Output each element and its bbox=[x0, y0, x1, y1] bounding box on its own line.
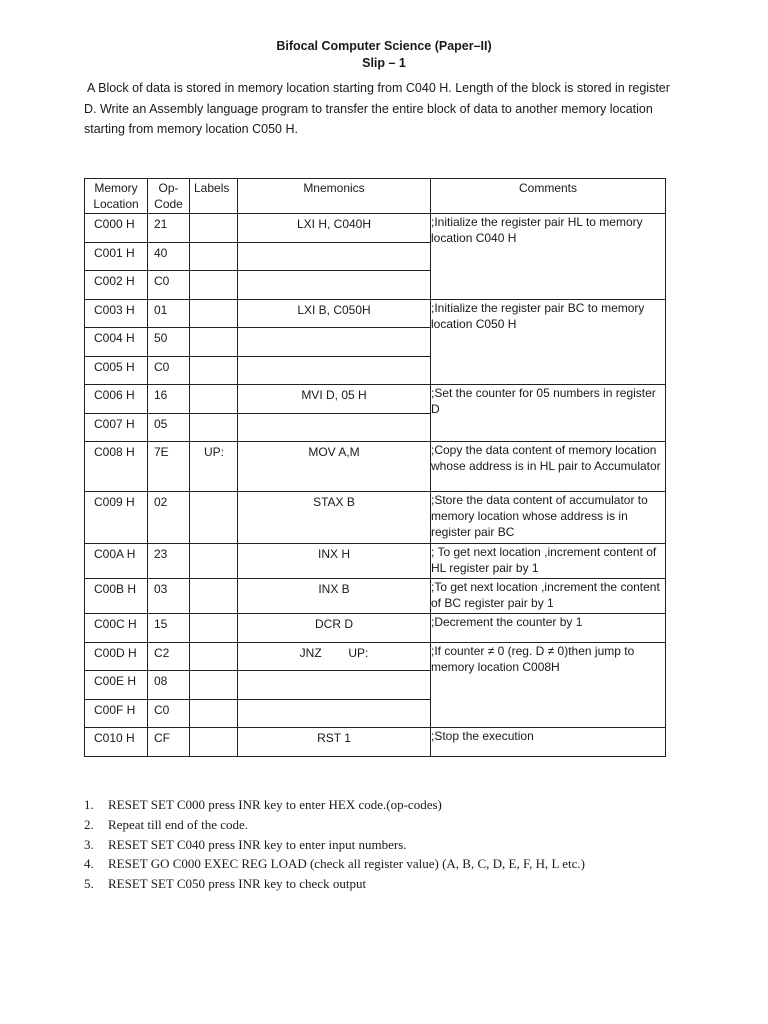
op-code-cell: 16 bbox=[148, 385, 190, 414]
list-item bbox=[84, 815, 724, 835]
comment-cell: ; To get next location ,increment content of HL register pair by 1 bbox=[431, 544, 666, 579]
comment-cell: ;Stop the execution bbox=[431, 728, 666, 757]
mnemonic-cell: LXI H, C040H bbox=[238, 214, 431, 243]
problem-line: starting from memory location C050 H. bbox=[84, 122, 298, 136]
table-row bbox=[85, 214, 666, 243]
step-number: 4. bbox=[84, 856, 94, 872]
table-row bbox=[85, 728, 666, 757]
mnemonic-cell: LXI B, C050H bbox=[238, 299, 431, 328]
label-cell bbox=[190, 671, 238, 700]
label-cell bbox=[190, 242, 238, 271]
problem-line: D. Write an Assembly language program to transfer the entire block of data to another memory location bbox=[84, 101, 653, 116]
step-text: Repeat till end of the code. bbox=[108, 816, 249, 832]
memory-location-cell: C004 H bbox=[85, 328, 148, 357]
label-cell bbox=[190, 642, 238, 671]
comment-cell: ;Store the data content of accumulator to memory location whose address is in register pair BC bbox=[431, 492, 666, 544]
label-cell bbox=[190, 356, 238, 385]
table-row bbox=[85, 544, 666, 579]
label-cell bbox=[190, 728, 238, 757]
step-text: RESET GO C000 EXEC REG LOAD (check all register value) (A, B, C, D, E, F, H, L etc.) bbox=[108, 856, 585, 872]
table-row bbox=[85, 442, 666, 492]
comment-cell: ;To get next location ,increment the content of BC register pair by 1 bbox=[431, 579, 666, 614]
list-item bbox=[84, 854, 724, 874]
problem-statement bbox=[84, 78, 696, 140]
label-cell bbox=[190, 579, 238, 614]
table-row bbox=[85, 579, 666, 614]
mnemonic-cell bbox=[238, 671, 431, 700]
memory-location-cell: C009 H bbox=[85, 492, 148, 544]
op-code-cell: 15 bbox=[148, 614, 190, 643]
label-cell bbox=[190, 385, 238, 414]
procedure-steps-list bbox=[84, 795, 724, 894]
comment-cell: ;Initialize the register pair HL to memory location C040 H bbox=[431, 214, 666, 300]
mnemonic-cell: MVI D, 05 H bbox=[238, 385, 431, 414]
memory-location-cell: C00B H bbox=[85, 579, 148, 614]
op-code-cell: 08 bbox=[148, 671, 190, 700]
mnemonic-cell: JNZ UP: bbox=[238, 642, 431, 671]
mnemonic-cell bbox=[238, 328, 431, 357]
comment-cell: ;Set the counter for 05 numbers in register D bbox=[431, 385, 666, 442]
mnemonic-cell bbox=[238, 699, 431, 728]
column-header-labels: Labels bbox=[190, 179, 238, 214]
memory-location-cell: C00A H bbox=[85, 544, 148, 579]
op-code-cell: C0 bbox=[148, 271, 190, 300]
comment-cell: ;Initialize the register pair BC to memory location C050 H bbox=[431, 299, 666, 385]
mnemonic-cell: INX H bbox=[238, 544, 431, 579]
column-header-op-code: Op-Code bbox=[148, 179, 190, 214]
step-number: 3. bbox=[84, 836, 94, 852]
step-number: 5. bbox=[84, 876, 94, 892]
label-cell bbox=[190, 214, 238, 243]
mnemonic-cell bbox=[238, 356, 431, 385]
problem-line: A Block of data is stored in memory location starting from C040 H. Length of the block is stored in register bbox=[87, 81, 670, 95]
column-header-comments: Comments bbox=[431, 179, 666, 214]
list-item bbox=[84, 795, 724, 815]
op-code-cell: C0 bbox=[148, 356, 190, 385]
step-text: RESET SET C050 press INR key to check output bbox=[108, 876, 367, 892]
step-number: 1. bbox=[84, 797, 94, 812]
label-cell bbox=[190, 328, 238, 357]
memory-location-cell: C003 H bbox=[85, 299, 148, 328]
table-row bbox=[85, 299, 666, 328]
label-cell bbox=[190, 699, 238, 728]
op-code-cell: 50 bbox=[148, 328, 190, 357]
list-item bbox=[84, 835, 724, 855]
mnemonic-cell bbox=[238, 271, 431, 300]
comment-cell: ;Decrement the counter by 1 bbox=[431, 614, 666, 643]
memory-location-cell: C000 H bbox=[85, 214, 148, 243]
memory-location-cell: C008 H bbox=[85, 442, 148, 492]
op-code-cell: 02 bbox=[148, 492, 190, 544]
memory-location-cell: C00D H bbox=[85, 642, 148, 671]
label-cell bbox=[190, 492, 238, 544]
label-cell bbox=[190, 271, 238, 300]
op-code-cell: CF bbox=[148, 728, 190, 757]
memory-location-cell: C00F H bbox=[85, 699, 148, 728]
mnemonic-cell: RST 1 bbox=[238, 728, 431, 757]
column-header-mnemonics: Mnemonics bbox=[238, 179, 431, 214]
label-cell: UP: bbox=[190, 442, 238, 492]
op-code-cell: C0 bbox=[148, 699, 190, 728]
table-row bbox=[85, 642, 666, 671]
column-header-memory-location: Memory Location bbox=[85, 179, 148, 214]
op-code-cell: 05 bbox=[148, 413, 190, 442]
step-text: RESET SET C040 press INR key to enter input numbers. bbox=[108, 836, 407, 852]
op-code-cell: 23 bbox=[148, 544, 190, 579]
label-cell bbox=[190, 614, 238, 643]
slip-number: Slip – 1 bbox=[362, 56, 406, 70]
mnemonic-cell: DCR D bbox=[238, 614, 431, 643]
memory-location-cell: C010 H bbox=[85, 728, 148, 757]
memory-location-cell: C006 H bbox=[85, 385, 148, 414]
memory-location-cell: C002 H bbox=[85, 271, 148, 300]
label-cell bbox=[190, 544, 238, 579]
assembly-program-table bbox=[84, 178, 666, 757]
mnemonic-cell: MOV A,M bbox=[238, 442, 431, 492]
table-row bbox=[85, 385, 666, 414]
memory-location-cell: C007 H bbox=[85, 413, 148, 442]
comment-cell: ;Copy the data content of memory location whose address is in HL pair to Accumulator bbox=[431, 442, 666, 492]
op-code-cell: 03 bbox=[148, 579, 190, 614]
table-row bbox=[85, 492, 666, 544]
comment-cell: ;If counter ≠ 0 (reg. D ≠ 0)then jump to memory location C008H bbox=[431, 642, 666, 728]
op-code-cell: 21 bbox=[148, 214, 190, 243]
label-cell bbox=[190, 413, 238, 442]
table-header-row bbox=[85, 179, 666, 214]
op-code-cell: 40 bbox=[148, 242, 190, 271]
memory-location-cell: C005 H bbox=[85, 356, 148, 385]
mnemonic-cell bbox=[238, 242, 431, 271]
memory-location-cell: C00E H bbox=[85, 671, 148, 700]
op-code-cell: 7E bbox=[148, 442, 190, 492]
list-item bbox=[84, 874, 724, 894]
table-row bbox=[85, 614, 666, 643]
step-text: RESET SET C000 press INR key to enter HEX code.(op-codes) bbox=[108, 797, 442, 812]
op-code-cell: 01 bbox=[148, 299, 190, 328]
memory-location-cell: C001 H bbox=[85, 242, 148, 271]
mnemonic-cell bbox=[238, 413, 431, 442]
label-cell bbox=[190, 299, 238, 328]
memory-location-cell: C00C H bbox=[85, 614, 148, 643]
mnemonic-cell: STAX B bbox=[238, 492, 431, 544]
op-code-cell: C2 bbox=[148, 642, 190, 671]
step-number: 2. bbox=[84, 816, 94, 832]
mnemonic-cell: INX B bbox=[238, 579, 431, 614]
document-title: Bifocal Computer Science (Paper–II) bbox=[276, 39, 492, 53]
